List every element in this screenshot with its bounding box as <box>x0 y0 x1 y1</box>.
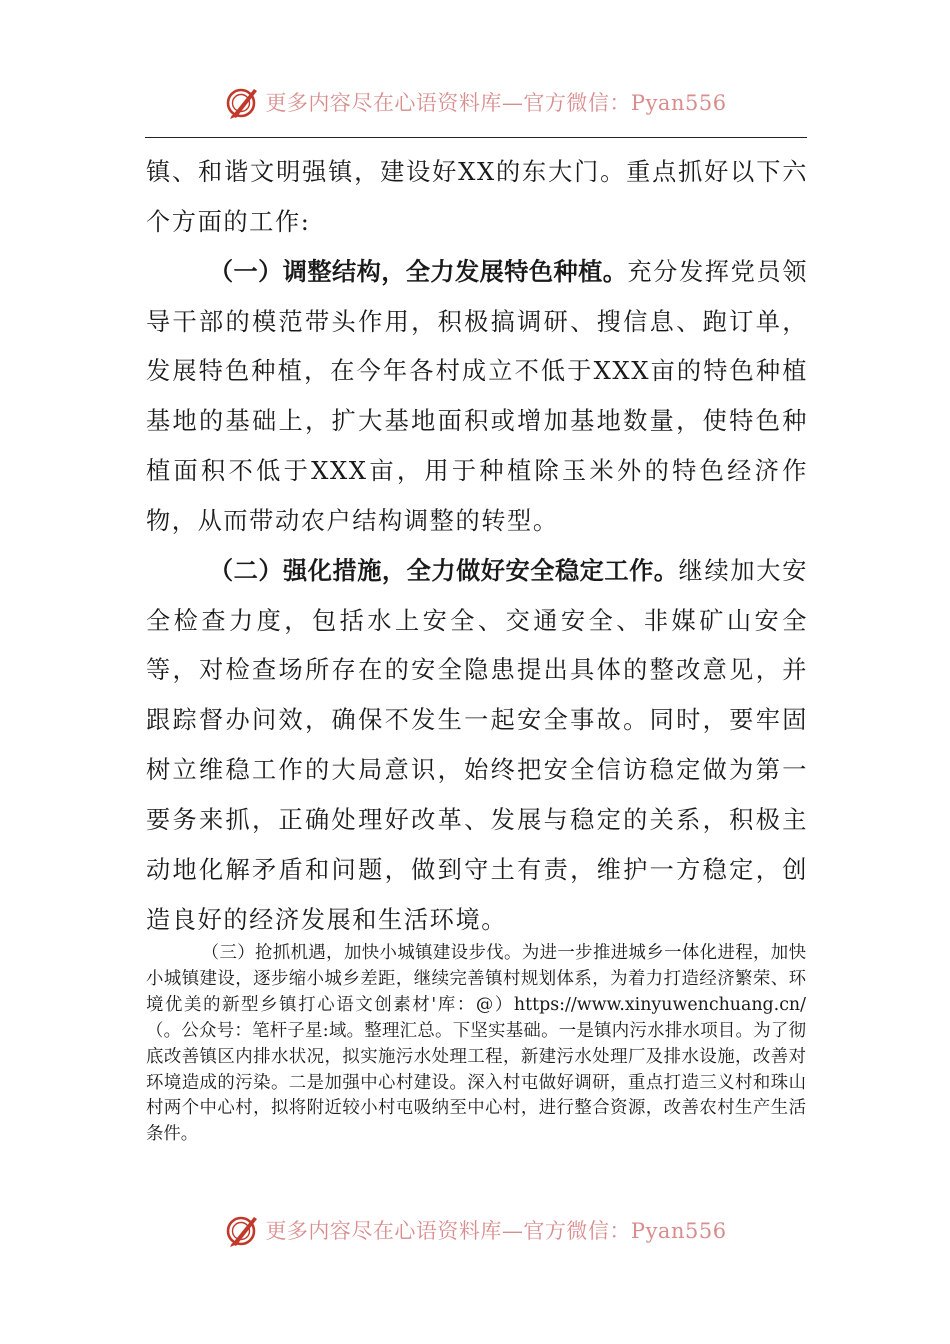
paragraph-1: 镇、和谐文明强镇，建设好XX的东大门。重点抓好以下六个方面的工作: <box>146 158 808 236</box>
section-body-2: 继续加大安全检查力度，包括水上安全、交通安全、非媒矿山安全等，对检查场所存在的安全隐患提出具体的整改意见，并跟踪督办问效，确保不发生一起安全事故。同时，要牢固树立维稳工作的大局意识，始终把安全信访稳定做为第一要务来抓，正确处理好改革、发展与稳定的关系，积极主动地化解矛盾和问题，做到守土有责，维护一方稳定，创造良好的经济发展和生活环境。 <box>146 556 808 934</box>
header-divider <box>145 137 807 138</box>
section-heading-2: （二）强化措施，全力做好安全稳定工作。 <box>208 556 679 585</box>
section-heading-1: （一）调整结构，全力发展特色种植。 <box>208 257 628 286</box>
paragraph-2 <box>146 248 808 547</box>
pen-circle-logo-icon <box>223 82 263 122</box>
paragraph-4: （三）抢抓机遇，加快小城镇建设步伐。为进一步推进城乡一体化进程，加快小城镇建设，逐步缩小城乡差距，继续完善镇村规划体系，为着力打造经济繁荣、环境优美的新型乡镇打心语文创素材'库：@）https://www.xinyuwenchuang.cn/（。公众号：笔杆子星:域。整理汇总。下坚实基础。一是镇内污水排水项目。为了彻底改善镇区内排水状况，拟实施污水处理工程，新建污水处理厂及排水设施，改善对环境造成的污染。二是加强中心村建设。深入村屯做好调研，重点打造三义村和珠山村两个中心村，拟将附近较小村屯吸纳至中心村，进行整合资源，改善农村生产生活条件。 <box>146 943 806 1145</box>
small-text-block <box>146 941 806 1148</box>
section-body-1: 充分发挥党员领导干部的模范带头作用，积极搞调研、搜信息、跑订单，发展特色种植，在今年各村成立不低于XXX亩的特色种植基地的基础上，扩大基地面积或增加基地数量，使特色种植面积不低于XXX亩，用于种植除玉米外的特色经济作物，从而带动农户结构调整的转型。 <box>146 257 808 535</box>
pen-circle-logo-icon <box>223 1210 263 1250</box>
header-banner-text: 更多内容尽在心语资料库—官方微信：Pyan556 <box>265 91 727 115</box>
document-body <box>146 148 808 946</box>
footer-banner <box>0 1208 950 1252</box>
header-banner <box>0 80 950 124</box>
footer-banner-text: 更多内容尽在心语资料库—官方微信：Pyan556 <box>265 1219 727 1243</box>
paragraph-3 <box>146 547 808 946</box>
